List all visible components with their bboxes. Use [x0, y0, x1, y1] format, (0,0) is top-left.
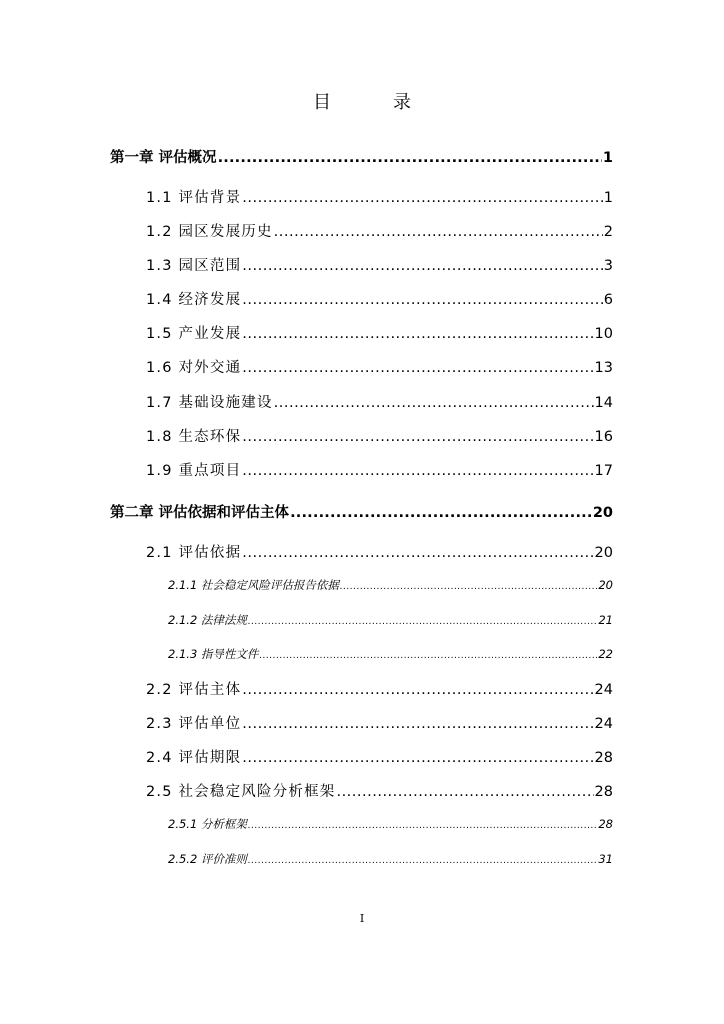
- toc-leader-dots: [218, 150, 602, 166]
- toc-entry-1-4[interactable]: [146, 288, 613, 309]
- toc-entry-2-4[interactable]: [146, 746, 613, 767]
- toc-entry-page: 20: [594, 545, 613, 561]
- toc-leader-dots: [259, 651, 597, 661]
- toc-entry-page: 2: [603, 224, 613, 240]
- toc-leader-dots: [274, 224, 603, 240]
- toc-entry-page: 6: [603, 292, 613, 308]
- toc-entry-label: 1.1 评估背景: [146, 190, 242, 206]
- toc-entry-2-1-3[interactable]: [168, 646, 613, 662]
- toc-leader-dots: [242, 429, 593, 445]
- toc-entry-page: 31: [598, 852, 613, 866]
- toc-entry-page: 14: [594, 395, 613, 411]
- toc-entry-page: 28: [594, 750, 613, 766]
- toc-entry-2-2[interactable]: [146, 678, 613, 699]
- toc-leader-dots: [242, 326, 593, 342]
- toc-entry-2-1-1[interactable]: [168, 577, 613, 593]
- toc-entry-1-6[interactable]: [146, 356, 613, 377]
- toc-leader-dots: [242, 190, 602, 206]
- toc-entry-2-5[interactable]: [146, 780, 613, 801]
- toc-entry-label: 1.4 经济发展: [146, 292, 242, 308]
- toc-leader-dots: [242, 682, 593, 698]
- page-number: I: [359, 912, 365, 925]
- toc-entry-2-3[interactable]: [146, 712, 613, 733]
- toc-entry-chapter-2[interactable]: [110, 501, 613, 522]
- toc-leader-dots: [248, 617, 597, 627]
- toc-entry-label: 1.8 生态环保: [146, 429, 242, 445]
- toc-entry-label: 2.4 评估期限: [146, 750, 242, 766]
- toc-leader-dots: [242, 258, 602, 274]
- toc-entry-page: 1: [602, 150, 613, 166]
- toc-entry-2-1-2[interactable]: [168, 612, 613, 628]
- toc-leader-dots: [290, 505, 592, 521]
- toc-entry-page: 24: [594, 682, 613, 698]
- toc-entry-label: 2.1.1 社会稳定风险评估报告依据: [168, 578, 339, 592]
- toc-entry-page: 16: [594, 429, 613, 445]
- toc-leader-dots: [248, 856, 597, 866]
- toc-entry-label: 1.9 重点项目: [146, 463, 242, 479]
- toc-entry-page: 1: [603, 190, 613, 206]
- toc-leader-dots: [242, 750, 593, 766]
- toc-entry-label: 1.2 园区发展历史: [146, 224, 273, 240]
- toc-entry-label: 1.6 对外交通: [146, 360, 242, 376]
- toc-entry-label: 2.2 评估主体: [146, 682, 242, 698]
- toc-entry-1-2[interactable]: [146, 220, 613, 241]
- toc-entry-page: 20: [592, 505, 613, 521]
- toc-entry-1-9[interactable]: [146, 459, 613, 480]
- toc-leader-dots: [242, 292, 602, 308]
- toc-entry-page: 3: [603, 258, 613, 274]
- toc-entry-label: 1.7 基础设施建设: [146, 395, 273, 411]
- toc-entry-1-8[interactable]: [146, 425, 613, 446]
- toc-entry-page: 22: [598, 647, 613, 661]
- toc-leader-dots: [340, 582, 597, 592]
- toc-entry-page: 24: [594, 716, 613, 732]
- toc-entry-1-7[interactable]: [146, 391, 613, 412]
- toc-entry-label: 2.5.1 分析框架: [168, 817, 247, 831]
- toc-entry-page: 28: [598, 817, 613, 831]
- toc-entry-page: 17: [594, 463, 613, 479]
- toc-leader-dots: [248, 821, 597, 831]
- toc-entry-2-5-2[interactable]: [168, 851, 613, 867]
- toc-entry-page: 28: [594, 784, 613, 800]
- toc-leader-dots: [242, 545, 593, 561]
- toc-entry-chapter-1[interactable]: [110, 146, 613, 167]
- toc-entry-1-5[interactable]: [146, 322, 613, 343]
- toc-entry-label: 2.3 评估单位: [146, 716, 242, 732]
- toc-entry-page: 10: [594, 326, 613, 342]
- toc-entry-label: 1.3 园区范围: [146, 258, 242, 274]
- toc-leader-dots: [242, 716, 593, 732]
- toc-leader-dots: [242, 463, 593, 479]
- toc-leader-dots: [242, 360, 593, 376]
- toc-entry-label: 1.5 产业发展: [146, 326, 242, 342]
- toc-entry-label: 2.1 评估依据: [146, 545, 242, 561]
- toc-entry-2-1[interactable]: [146, 541, 613, 562]
- toc-entry-1-3[interactable]: [146, 254, 613, 275]
- toc-entry-1-1[interactable]: [146, 186, 613, 207]
- toc-entry-label: 2.5 社会稳定风险分析框架: [146, 784, 336, 800]
- toc-entry-label: 第二章 评估依据和评估主体: [110, 505, 290, 521]
- toc-entry-page: 20: [598, 578, 613, 592]
- toc-leader-dots: [336, 784, 593, 800]
- toc-entry-page: 21: [598, 613, 613, 627]
- toc-entry-2-5-1[interactable]: [168, 816, 613, 832]
- page-title: 目 录: [313, 92, 433, 113]
- toc-entry-page: 13: [594, 360, 613, 376]
- toc-entry-label: 第一章 评估概况: [110, 150, 217, 166]
- toc-entry-label: 2.5.2 评价准则: [168, 852, 247, 866]
- toc-entry-label: 2.1.2 法律法规: [168, 613, 247, 627]
- toc-leader-dots: [274, 395, 594, 411]
- toc-entry-label: 2.1.3 指导性文件: [168, 647, 259, 661]
